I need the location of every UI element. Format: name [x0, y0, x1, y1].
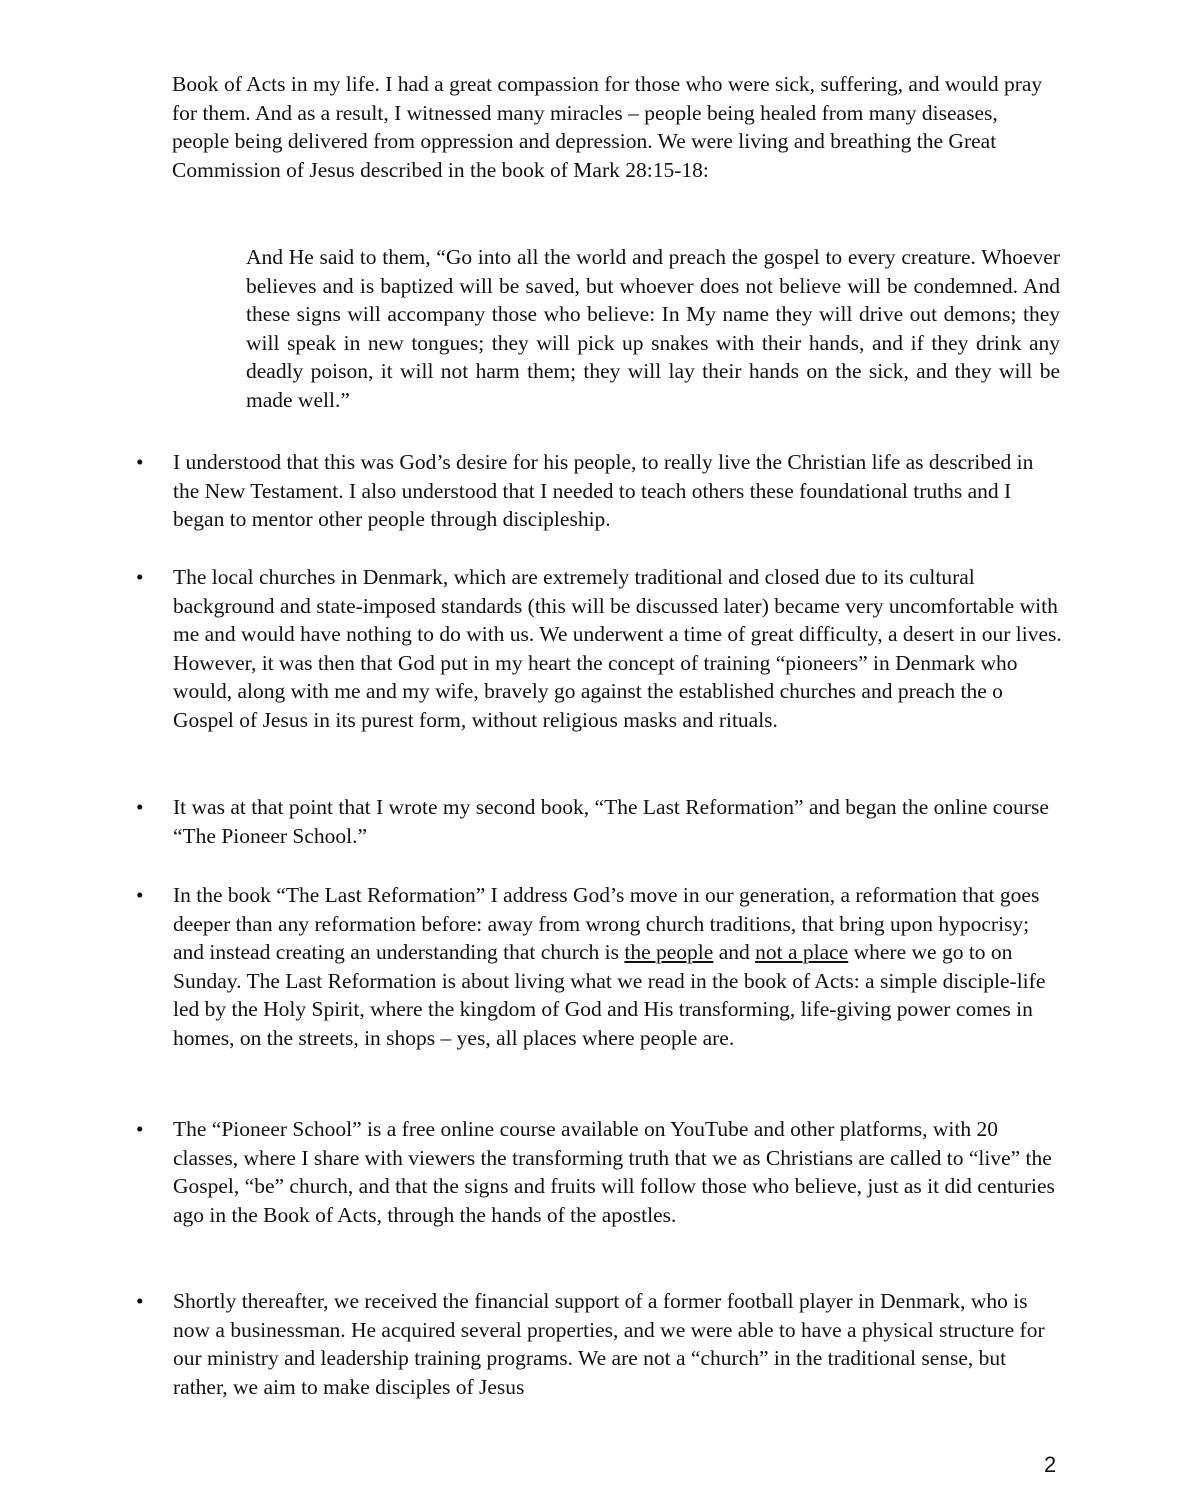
scripture-block-quote: And He said to them, “Go into all the world and preach the gospel to every creature. Whoever believes and is baptized will be saved, but whoever does not believe will be condemned. And these signs will accompany those who believe: In My name they will drive out demons; they will speak in new tongues; they will pick up snakes with their hands, and if they drink any deadly poison, it will not harm them; they will lay their hands on the sick, and they will be made well.” — [246, 245, 1060, 412]
bullet-dot: • — [136, 565, 144, 589]
bullet-dot: • — [136, 1117, 144, 1141]
bullet-dot: • — [136, 795, 144, 819]
bullet-text: The “Pioneer School” is a free online course available on YouTube and other platforms, with 20 classes, where I share with viewers the transforming truth that we as Christians are called to “live” the Gospel, “be” church, and that the signs and fruits will follow those who believe, just as it did centuries ago in the Book of Acts, through the hands of the apostles. — [173, 1117, 1055, 1227]
page-number: 2 — [1044, 1452, 1057, 1477]
bullet-text-last-reformation — [173, 881, 1063, 1053]
bullet-text: I understood that this was God’s desire for his people, to really live the Christian life as described in the New Testament. I also understood that I needed to teach others these foundational truths and I began to mentor other people through discipleship. — [173, 450, 1034, 532]
reformation-text-part1: In the book “The Last Reformation” I address God’s move in our generation, a reformation that goes deeper than any reformation before: away from wrong church traditions, that bring upon hypocrisy; and instead creating an understanding that church is — [173, 883, 1040, 965]
bullet-text: Shortly thereafter, we received the financial support of a former football player in Denmark, who is now a businessman. He acquired several properties, and we were able to have a physical structure for our ministry and leadership training programs. We are not a “church” in the traditional sense, but rather, we aim to make disciples of Jesus — [173, 1289, 1045, 1399]
reformation-text-part3: where we go to on Sunday. The Last Reformation is about living what we read in the book of Acts: a simple disciple-life led by the Holy Spirit, where the kingdom of God and His transforming, life-giving power comes in homes, on the streets, in shops – yes, all places where people are. — [173, 940, 1046, 1050]
bullet-dot: • — [136, 883, 144, 907]
underlined-the-people: the people — [624, 940, 714, 965]
bullet-dot: • — [136, 450, 144, 474]
bullet-text: The local churches in Denmark, which are extremely traditional and closed due to its cultural background and state-imposed standards (this will be discussed later) became very uncomfortable with me and would have nothing to do with us. We underwent a time of great difficulty, a desert in our lives. However, it was then that God put in my heart the concept of training “pioneers” in Denmark who would, along with me and my wife, bravely go against the established churches and preach the o Gospel of Jesus in its purest form, without religious masks and rituals. — [173, 565, 1062, 732]
intro-paragraph: Book of Acts in my life. I had a great compassion for those who were sick, suffering, and would pray for them. And as a result, I witnessed many miracles – people being healed from many diseases, people being delivered from oppression and depression. We were living and breathing the Great Commission of Jesus described in the book of Mark 28:15-18: — [172, 72, 1043, 182]
reformation-text-part2: and — [713, 940, 756, 965]
bullet-dot: • — [136, 1289, 144, 1313]
underlined-not-a-place: not a place — [755, 940, 849, 965]
bullet-text: It was at that point that I wrote my second book, “The Last Reformation” and began the online course “The Pioneer School.” — [173, 795, 1049, 848]
